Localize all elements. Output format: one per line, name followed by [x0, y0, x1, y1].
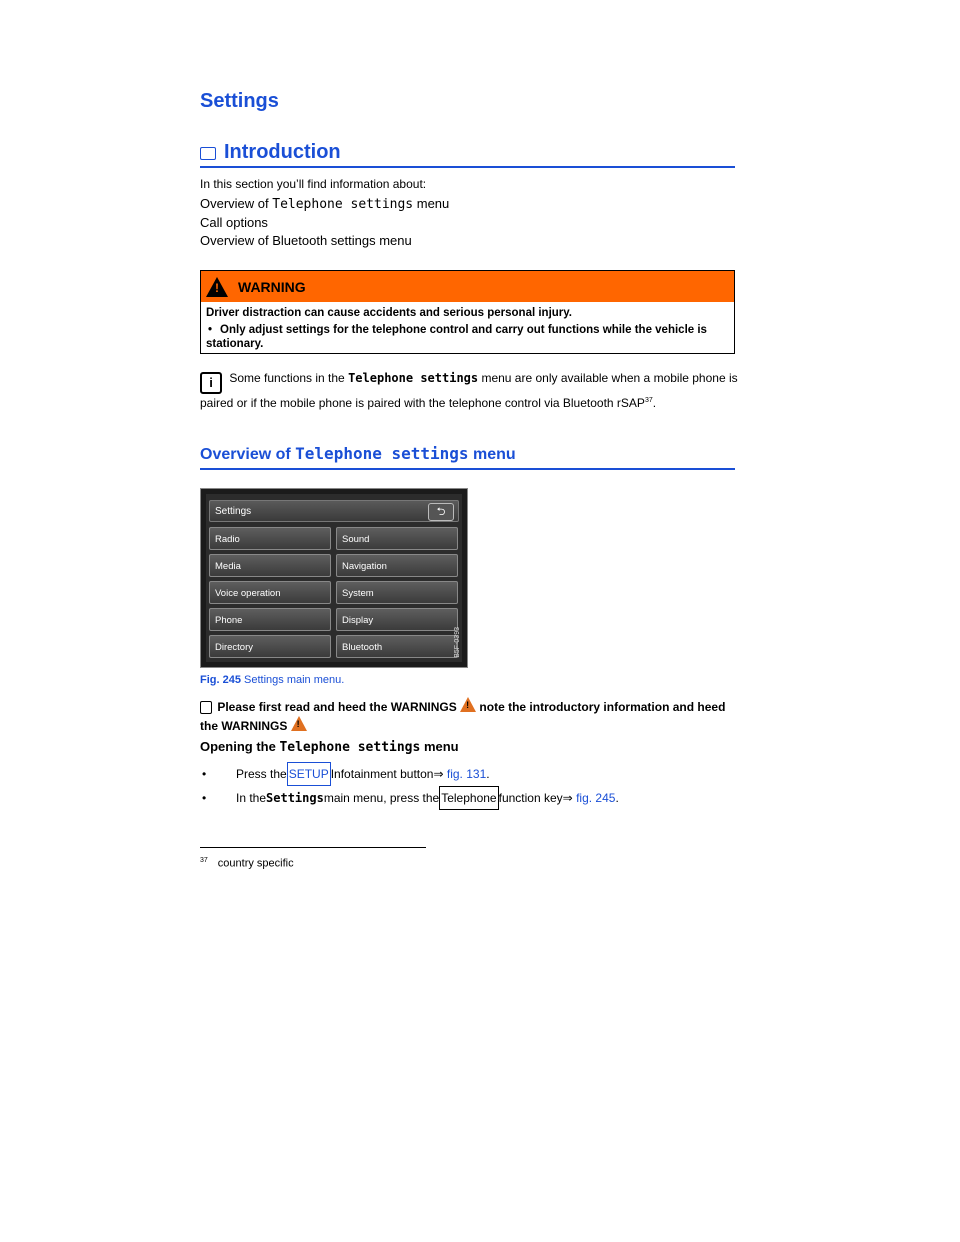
footnote-number: 37 [200, 857, 208, 864]
ref-arrow: ⇒ [433, 767, 444, 781]
footnote-ref[interactable]: 37 [644, 397, 653, 404]
warning-triangle-icon [206, 277, 228, 297]
screen-button-phone[interactable]: Phone [209, 608, 331, 631]
section-heading-overview [200, 444, 735, 470]
step-text-mid: main menu, press the [323, 791, 440, 805]
warning-title: WARNING [238, 278, 306, 295]
screen-button-navigation[interactable]: Navigation [336, 554, 458, 577]
intro-lead-text: In this section you’ll find information about: [200, 177, 427, 191]
opening-heading-post: menu [420, 739, 459, 754]
step-text-mid: Infotainment button [330, 767, 434, 781]
intro-topic-item[interactable] [200, 195, 449, 214]
figure-caption-text: Settings main menu. [240, 674, 345, 686]
step-text-end: . [486, 767, 490, 781]
image-id-label: B5F-0393 [454, 627, 461, 658]
notice-text-mid: note the introductory information and heed the WARNINGS [200, 700, 726, 733]
figure-caption [200, 674, 344, 686]
screen-button-bluetooth[interactable]: Bluetooth [336, 635, 458, 658]
ref-arrow: ⇒ [562, 791, 573, 805]
bullet-symbol: • [202, 767, 207, 781]
warning-line-2 [206, 323, 729, 351]
warning-icon[interactable]: ! [291, 716, 307, 731]
step-text-end: . [615, 791, 619, 805]
read-warnings-notice [200, 697, 740, 735]
introduction-title: Introduction [224, 141, 341, 163]
note-text-end: . [652, 396, 657, 410]
intro-topic-list [200, 195, 449, 250]
overview-title-post: menu [468, 446, 516, 463]
screen-button-sound[interactable]: Sound [336, 527, 458, 550]
page-heading-settings: Settings [200, 90, 279, 112]
info-note-icon: i [200, 372, 222, 394]
screen-button-media[interactable]: Media [209, 554, 331, 577]
step-text: In the [236, 791, 267, 805]
figure-label: Fig. 245 [200, 674, 241, 686]
warning-triangle-glyph: ! [215, 280, 219, 295]
steps-list [200, 762, 619, 810]
intro-topic-item[interactable] [200, 214, 449, 232]
back-arrow-icon[interactable]: ⮌ [428, 503, 454, 521]
topic-text-end: menu [413, 196, 450, 211]
note-text-rest: menu are only available when a mobile phone is paired or if the mobile phone is paired with the telephone control via Bluetooth rSAP [200, 371, 738, 410]
screen-button-directory[interactable]: Directory [209, 635, 331, 658]
screen-title: Settings [215, 506, 252, 517]
telephone-key[interactable]: Telephone [439, 786, 498, 810]
overview-title-mono: Telephone settings [295, 444, 469, 463]
step-text-mid2: function key [498, 791, 563, 805]
footnote [200, 857, 294, 870]
figure-link[interactable]: fig. 131 [446, 767, 487, 781]
book-icon [200, 147, 216, 159]
section-heading-introduction [200, 141, 735, 168]
screen-button-system[interactable]: System [336, 581, 458, 604]
warning-line-1: Driver distraction can cause accidents and serious personal injury. [206, 307, 573, 319]
note-paragraph [200, 372, 740, 410]
footnote-divider [200, 847, 426, 848]
topic-text: Overview of Bluetooth settings menu [200, 233, 412, 248]
warning-line-2-text: Only adjust settings for the telephone control and carry out functions while the vehicle is stationary. [206, 324, 707, 350]
bullet-symbol: • [202, 791, 207, 805]
opening-heading-mono: Telephone settings [279, 740, 421, 755]
topic-mono-text: Telephone settings [272, 197, 414, 212]
screen-button-radio[interactable]: Radio [209, 527, 331, 550]
footnote-text: country specific [217, 857, 294, 870]
setup-key[interactable]: SETUP [287, 762, 331, 786]
step-mono-text: Settings [266, 791, 324, 805]
warning-icon[interactable]: ! [460, 697, 476, 712]
step-item [200, 786, 619, 810]
topic-text: Call options [200, 215, 268, 230]
intro-topic-item[interactable] [200, 232, 449, 250]
note-mono-text: Telephone settings [348, 371, 479, 385]
screen-title-bar [209, 500, 459, 522]
screen-button-display[interactable]: Display [336, 608, 458, 631]
topic-text: Overview of [200, 196, 273, 211]
figure-link[interactable]: fig. 245 [576, 791, 616, 805]
step-item [200, 762, 619, 786]
note-text: Some functions in the [226, 371, 349, 385]
warning-header [201, 271, 734, 302]
opening-heading-pre: Opening the [200, 739, 280, 754]
bullet-symbol: • [208, 324, 213, 336]
opening-heading [200, 739, 459, 755]
screen-button-voice-operation[interactable]: Voice operation [209, 581, 331, 604]
settings-screen-figure [200, 488, 468, 668]
book-icon [200, 701, 212, 711]
overview-title-pre: Overview of [200, 446, 296, 463]
notice-text: Please first read and heed the WARNINGS [214, 700, 461, 714]
warning-body [201, 302, 734, 351]
step-text: Press the [236, 767, 287, 781]
screen-display [206, 494, 462, 662]
warning-box [200, 270, 735, 354]
